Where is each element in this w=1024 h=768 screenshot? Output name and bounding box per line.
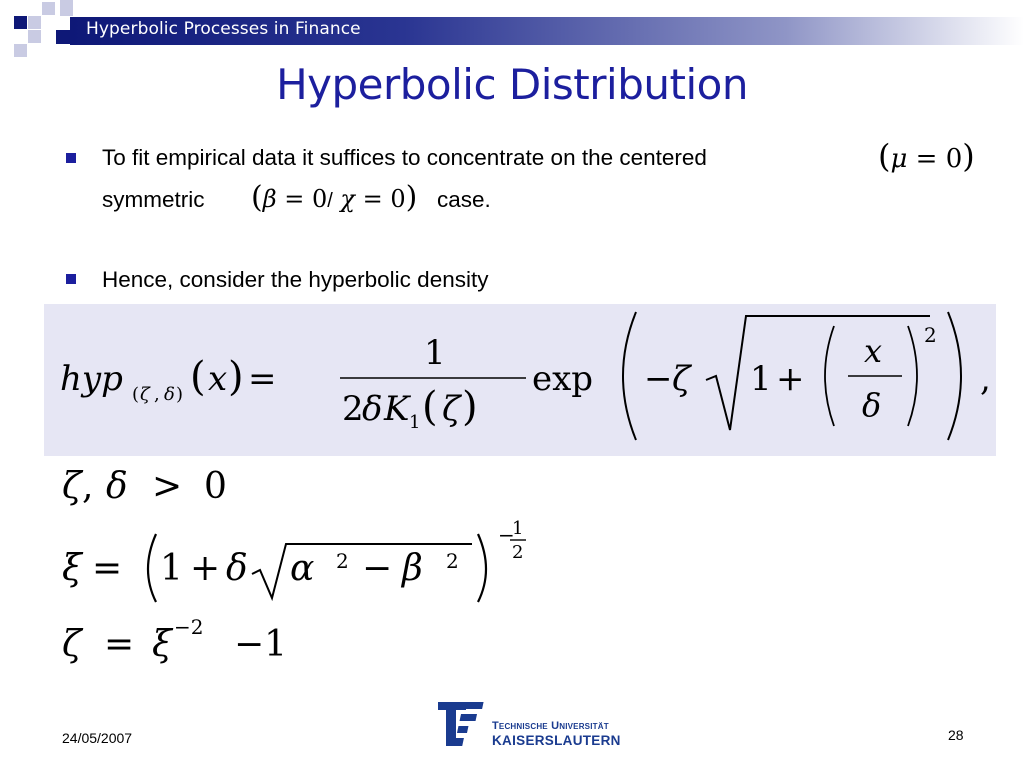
- svg-text:ξ: ξ: [152, 624, 172, 665]
- bullet-marker: [66, 274, 76, 284]
- svg-text:−: −: [644, 359, 673, 399]
- svg-text:0: 0: [204, 466, 227, 507]
- deco-square: [14, 44, 27, 57]
- svg-text:1: 1: [512, 518, 524, 539]
- svg-text:(: (: [422, 384, 438, 430]
- svg-text:): ): [176, 384, 184, 405]
- svg-text:δ: δ: [226, 548, 248, 589]
- svg-text:ζ: ζ: [140, 384, 150, 405]
- svg-text:−1: −1: [234, 624, 288, 665]
- deco-square: [28, 30, 41, 43]
- svg-text:): ): [228, 354, 244, 400]
- svg-text:ζ: ζ: [672, 359, 691, 399]
- slide-title: Hyperbolic Distribution: [276, 60, 748, 109]
- svg-text:β: β: [402, 548, 423, 589]
- deco-square: [42, 2, 55, 15]
- svg-text:−2: −2: [174, 615, 204, 639]
- svg-text:+: +: [776, 359, 805, 399]
- svg-text:,: ,: [82, 466, 94, 507]
- svg-text:1: 1: [750, 359, 772, 399]
- svg-text:δ: δ: [862, 386, 882, 424]
- svg-text:2: 2: [924, 323, 937, 347]
- svg-text:δ: δ: [106, 466, 128, 507]
- svg-text:ζ: ζ: [62, 466, 82, 507]
- logo-line-1: Technische Universität: [492, 720, 609, 732]
- svg-text:1: 1: [424, 333, 446, 373]
- svg-text:>: >: [152, 466, 183, 507]
- svg-text:+: +: [190, 548, 221, 589]
- svg-text:−: −: [498, 523, 515, 547]
- bullet-1-line-1: To fit empirical data it suffices to concentrate on the centered: [102, 145, 707, 170]
- formula-zeta: [60, 612, 340, 677]
- svg-text:=: =: [104, 624, 135, 665]
- bullet-2-line-1: Hence, consider the hyperbolic density: [102, 267, 489, 292]
- svg-text:−: −: [362, 548, 393, 589]
- svg-text:2: 2: [512, 542, 524, 563]
- svg-text:δ: δ: [164, 384, 175, 405]
- bullet-marker: [66, 153, 76, 163]
- svg-text:ζ: ζ: [62, 624, 82, 665]
- footer-date: 24/05/2007: [62, 730, 133, 746]
- svg-text:1: 1: [409, 412, 421, 433]
- svg-text:,: ,: [154, 384, 160, 405]
- svg-text:exp: exp: [532, 359, 594, 399]
- inline-math-beta-chi: (β = 0/ χ = 0): [251, 180, 418, 215]
- svg-text:): ): [462, 384, 478, 430]
- density-formula: [44, 304, 996, 456]
- svg-text:1: 1: [160, 548, 183, 589]
- logo-line-2: KAISERSLAUTERN: [492, 733, 621, 748]
- deco-square: [28, 16, 41, 29]
- bullet-1-line-2a: symmetric: [102, 187, 205, 212]
- deco-square: [56, 30, 70, 44]
- formula-xi: [60, 518, 560, 615]
- deco-square: [60, 0, 73, 16]
- formula-condition: [60, 456, 260, 521]
- bullet-1-line-2b: case.: [437, 187, 491, 212]
- svg-text:x: x: [208, 359, 228, 399]
- tu-logo-mark: [438, 700, 488, 750]
- svg-text:2: 2: [336, 549, 349, 573]
- deco-square: [14, 16, 27, 29]
- svg-text:x: x: [864, 332, 883, 370]
- svg-text:δ: δ: [362, 389, 383, 429]
- svg-text:,: ,: [980, 359, 991, 399]
- svg-text:(: (: [190, 354, 206, 400]
- formula-condition-svg: [60, 456, 260, 516]
- formula-xi-svg: [60, 518, 560, 610]
- svg-text:α: α: [290, 548, 315, 589]
- svg-text:K: K: [384, 389, 410, 429]
- svg-text:=: =: [92, 548, 123, 589]
- inline-math-mu: (μ = 0): [878, 137, 975, 175]
- page-number: 28: [948, 727, 964, 743]
- svg-text:hyp: hyp: [60, 359, 123, 399]
- svg-text:ξ: ξ: [62, 548, 82, 589]
- svg-text:ζ: ζ: [442, 389, 461, 429]
- density-formula-svg: [44, 304, 996, 456]
- svg-text:2: 2: [446, 549, 459, 573]
- svg-text:2: 2: [342, 389, 364, 429]
- header-title: Hyperbolic Processes in Finance: [86, 19, 361, 39]
- formula-zeta-svg: [60, 612, 340, 672]
- svg-text:(: (: [132, 384, 140, 405]
- svg-text:=: =: [248, 359, 277, 399]
